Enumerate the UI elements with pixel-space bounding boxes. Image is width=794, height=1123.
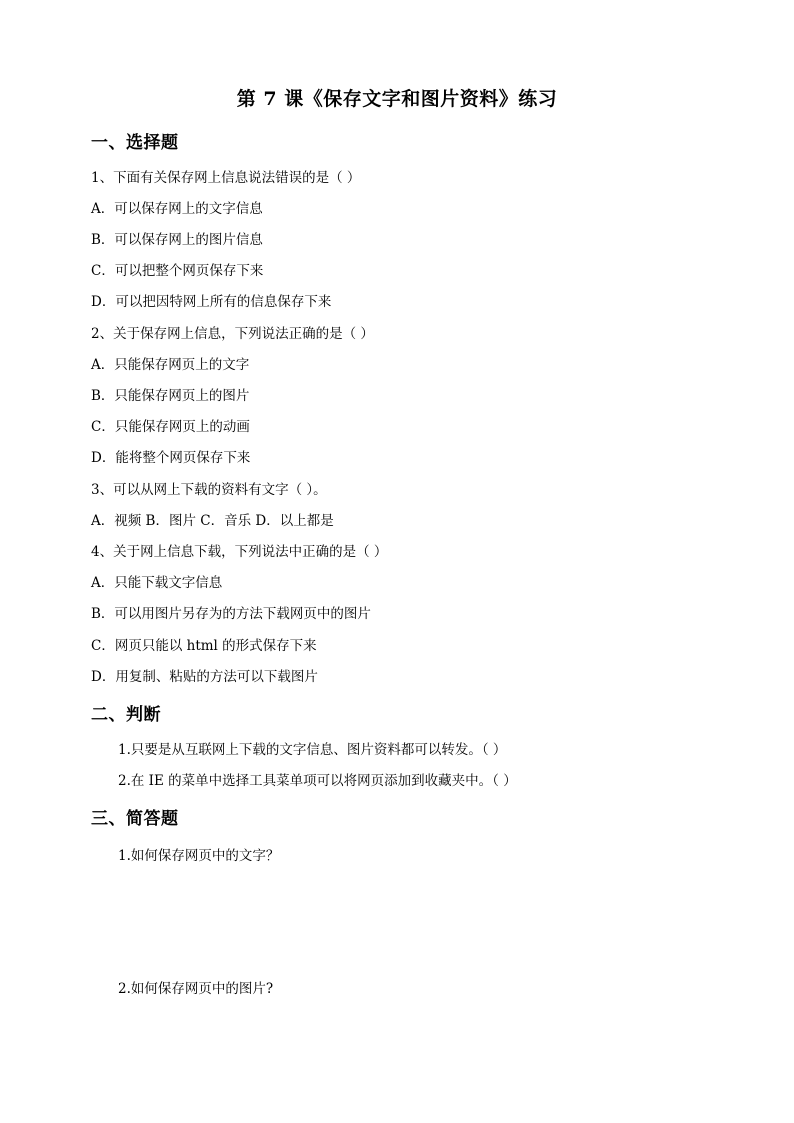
- question-1-stem: 1、下面有关保存网上信息说法错误的是（ ）: [91, 170, 361, 186]
- short-answer-item-2: 2.如何保存网页中的图片?: [118, 981, 274, 997]
- page-title: 第 7 课《保存文字和图片资料》练习: [236, 88, 558, 110]
- question-3-options: A．视频 B．图片 C．音乐 D．以上都是: [91, 513, 334, 529]
- question-1-option-a: A．可以保存网上的文字信息: [91, 201, 263, 217]
- question-2-option-b: B．只能保存网页上的图片: [91, 388, 250, 404]
- judgement-item-1: 1.只要是从互联网上下载的文字信息、图片资料都可以转发。（ ）: [118, 742, 507, 758]
- question-2-option-a: A．只能保存网页上的文字: [91, 357, 250, 373]
- question-1-option-b: B．可以保存网上的图片信息: [91, 232, 263, 248]
- question-4-option-c: C．网页只能以 html 的形式保存下来: [91, 638, 317, 654]
- section-heading-choice: 一、选择题: [91, 133, 179, 153]
- question-3-stem: 3、可以从网上下载的资料有文字（ ）。: [91, 482, 327, 498]
- question-4-option-d: D．用复制、粘贴的方法可以下载图片: [91, 669, 318, 685]
- short-answer-item-1: 1.如何保存网页中的文字？: [118, 848, 280, 864]
- question-4-stem: 4、关于网上信息下载，下列说法中正确的是（ ）: [91, 544, 388, 560]
- question-1-option-c: C．可以把整个网页保存下来: [91, 263, 264, 279]
- question-4-option-b: B．可以用图片另存为的方法下载网页中的图片: [91, 606, 371, 622]
- judgement-item-2: 2.在 IE 的菜单中选择工具菜单项可以将网页添加到收藏夹中。（ ）: [118, 773, 517, 789]
- section-heading-judgement: 二、判断: [91, 705, 161, 725]
- question-2-stem: 2、关于保存网上信息，下列说法正确的是（ ）: [91, 326, 374, 342]
- question-2-option-d: D．能将整个网页保存下来: [91, 450, 251, 466]
- section-heading-short-answer: 三、简答题: [91, 809, 179, 829]
- question-1-option-d: D．可以把因特网上所有的信息保存下来: [91, 294, 332, 310]
- question-2-option-c: C．只能保存网页上的动画: [91, 419, 250, 435]
- question-4-option-a: A．只能下载文字信息: [91, 575, 223, 591]
